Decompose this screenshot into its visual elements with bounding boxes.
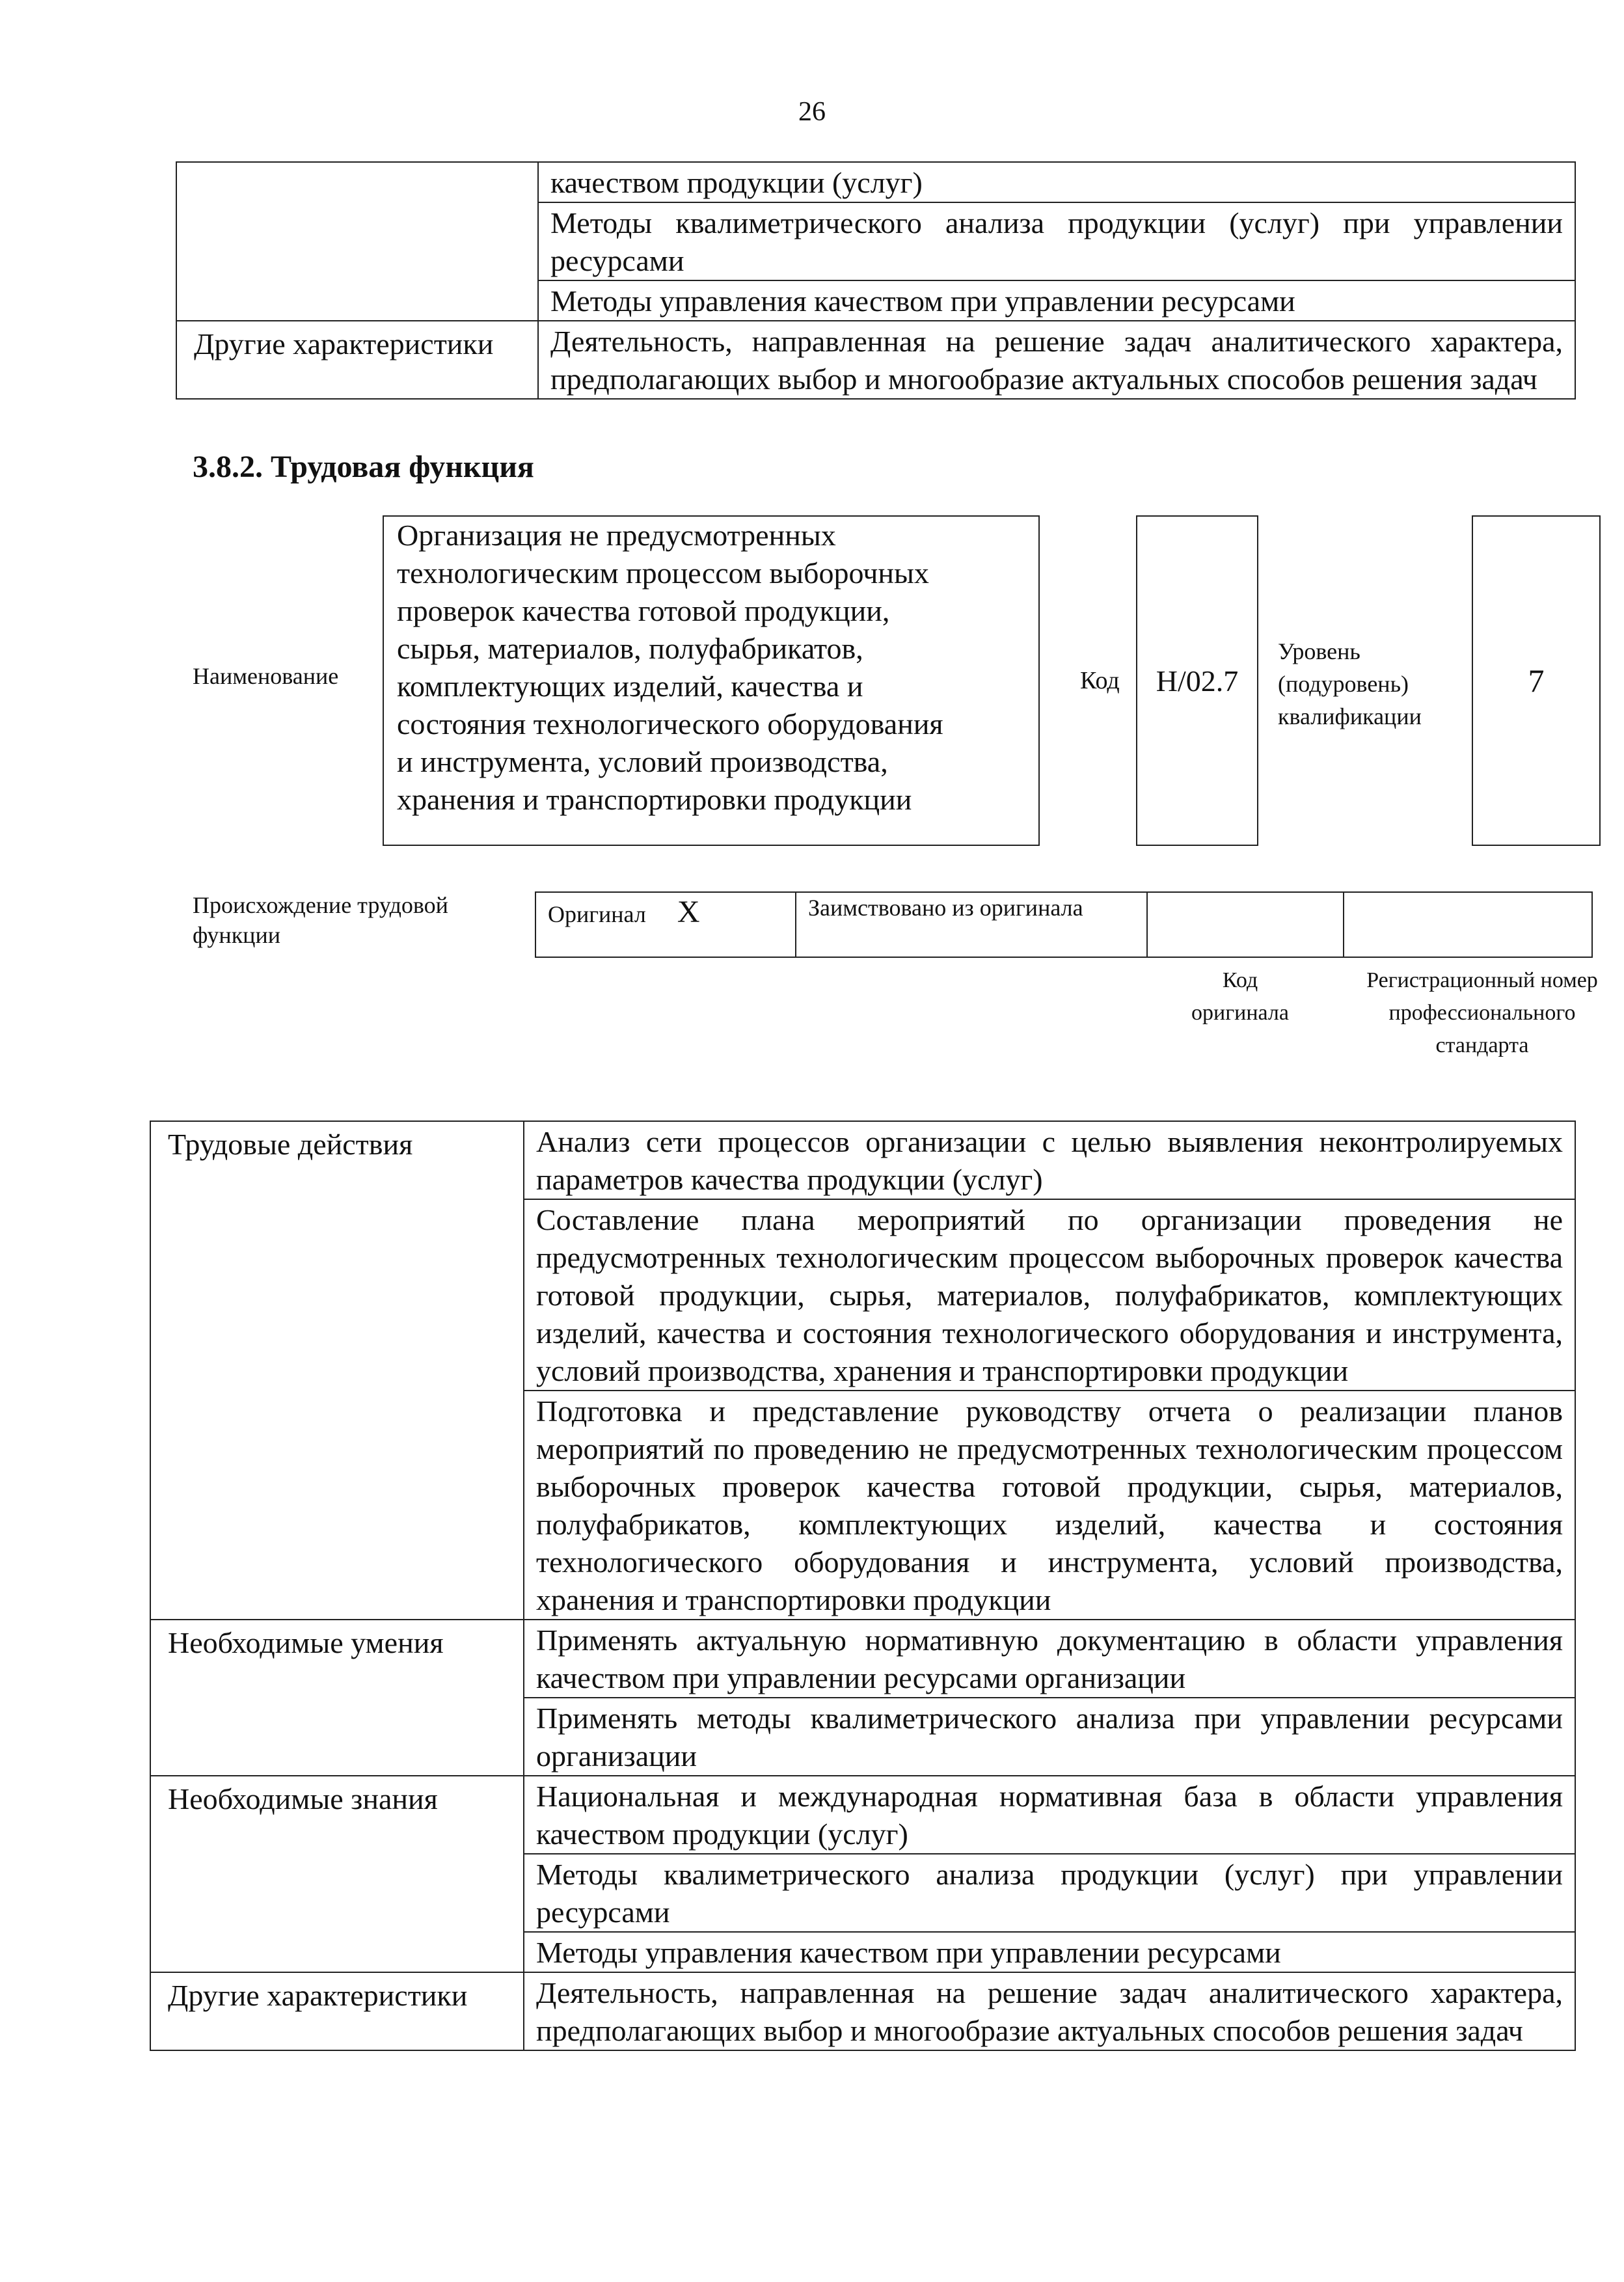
- group-label-actions: Трудовые действия: [150, 1121, 524, 1620]
- reg-number-cell: [1344, 892, 1592, 957]
- prev-row-label: Другие характеристики: [176, 321, 538, 399]
- code-box: [1136, 515, 1258, 846]
- group-label-skills: Необходимые умения: [150, 1620, 524, 1776]
- section-heading: 3.8.2. Трудовая функция: [193, 450, 534, 484]
- original-code-cell: [1147, 892, 1344, 957]
- knowledge-item: Методы квалиметрического анализа продукции (услуг) при управлении ресурсами: [524, 1854, 1575, 1932]
- function-name-line: технологическим процессом выборочных: [397, 556, 929, 590]
- action-item: Анализ сети процессов организации с целью выявления неконтролируемых параметров качества продукции (услуг): [524, 1121, 1575, 1199]
- prev-row-text: Методы квалиметрического анализа продукции (услуг) при управлении ресурсами: [538, 202, 1575, 280]
- table-row: [150, 1620, 1575, 1698]
- level-box: [1472, 515, 1601, 846]
- function-name-line: проверок качества готовой продукции,: [397, 594, 890, 627]
- function-name-line: хранения и транспортировки продукции: [397, 783, 912, 816]
- table-row: [150, 1121, 1575, 1199]
- function-details-table: [150, 1121, 1576, 2051]
- function-name-line: состояния технологического оборудования: [397, 707, 943, 740]
- page-number: 26: [798, 97, 826, 127]
- borrowed-label: Заимствовано из оригинала: [796, 892, 1147, 957]
- prev-table: [176, 161, 1576, 400]
- code-label: Код: [1080, 667, 1120, 694]
- original-mark: X: [677, 895, 700, 929]
- table-row: [535, 892, 1592, 957]
- group-label-other: Другие характеристики: [150, 1972, 524, 2050]
- level-label-line: Уровень: [1278, 638, 1360, 664]
- knowledge-item: Национальная и международная нормативная база в области управления качеством продукции (услуг): [524, 1776, 1575, 1854]
- function-name-line: Организация не предусмотренных: [397, 519, 836, 552]
- level-label-line: (подуровень): [1278, 671, 1409, 697]
- knowledge-item: Методы управления качеством при управлении ресурсами: [524, 1932, 1575, 1972]
- action-item: Подготовка и представление руководству отчета о реализации планов мероприятий по проведению не предусмотренных технологическим процессом выборочных проверок качества готовой продукции, сырья, материалов, полуфабрикатов, комплектующих изделий, качества и состояния технологического оборудования и инструмента, условий производства, хранения и транспортировки продукции: [524, 1391, 1575, 1620]
- table-row: [176, 321, 1575, 399]
- origin-original-cell: [535, 892, 796, 957]
- prev-row-text: Деятельность, направленная на решение задач аналитического характера, предполагающих выбор и многообразие актуальных способов решения задач: [538, 321, 1575, 399]
- table-row: [150, 1972, 1575, 2050]
- function-name-line: и инструмента, условий производства,: [397, 745, 888, 778]
- original-label: Оригинал: [548, 901, 646, 927]
- function-name-box: [383, 515, 1040, 846]
- skill-item: Применять актуальную нормативную документацию в области управления качеством при управлении ресурсами организации: [524, 1620, 1575, 1698]
- code-value: H/02.7: [1156, 664, 1239, 698]
- action-item: Составление плана мероприятий по организации проведения не предусмотренных технологическим процессом выборочных проверок качества готовой продукции, сырья, материалов, полуфабрикатов, комплектующих изделий, качества и состояния технологического оборудования и инструмента, условий производства, хранения и транспортировки продукции: [524, 1199, 1575, 1391]
- skill-item: Применять методы квалиметрического анализа при управлении ресурсами организации: [524, 1698, 1575, 1776]
- group-label-knowledge: Необходимые знания: [150, 1776, 524, 1972]
- code-caption: Код оригинала: [1191, 968, 1289, 1025]
- level-label: [1278, 635, 1422, 733]
- reg-number-caption: Регистрационный номер профессионального стандарта: [1366, 968, 1598, 1057]
- level-label-line: квалификации: [1278, 703, 1422, 729]
- name-label: Наименование: [193, 663, 339, 689]
- prev-row-text: Методы управления качеством при управлении ресурсами: [538, 280, 1575, 321]
- origin-label: Происхождение трудовой функции: [193, 892, 448, 948]
- table-row: [150, 1776, 1575, 1854]
- prev-row-label: [176, 162, 538, 321]
- function-name-line: комплектующих изделий, качества и: [397, 670, 863, 703]
- other-item: Деятельность, направленная на решение задач аналитического характера, предполагающих выбор и многообразие актуальных способов решения задач: [524, 1972, 1575, 2050]
- level-value: 7: [1528, 662, 1545, 699]
- prev-row-text: качеством продукции (услуг): [538, 162, 1575, 202]
- origin-table: [535, 891, 1593, 958]
- table-row: [176, 162, 1575, 202]
- function-name-line: сырья, материалов, полуфабрикатов,: [397, 632, 863, 665]
